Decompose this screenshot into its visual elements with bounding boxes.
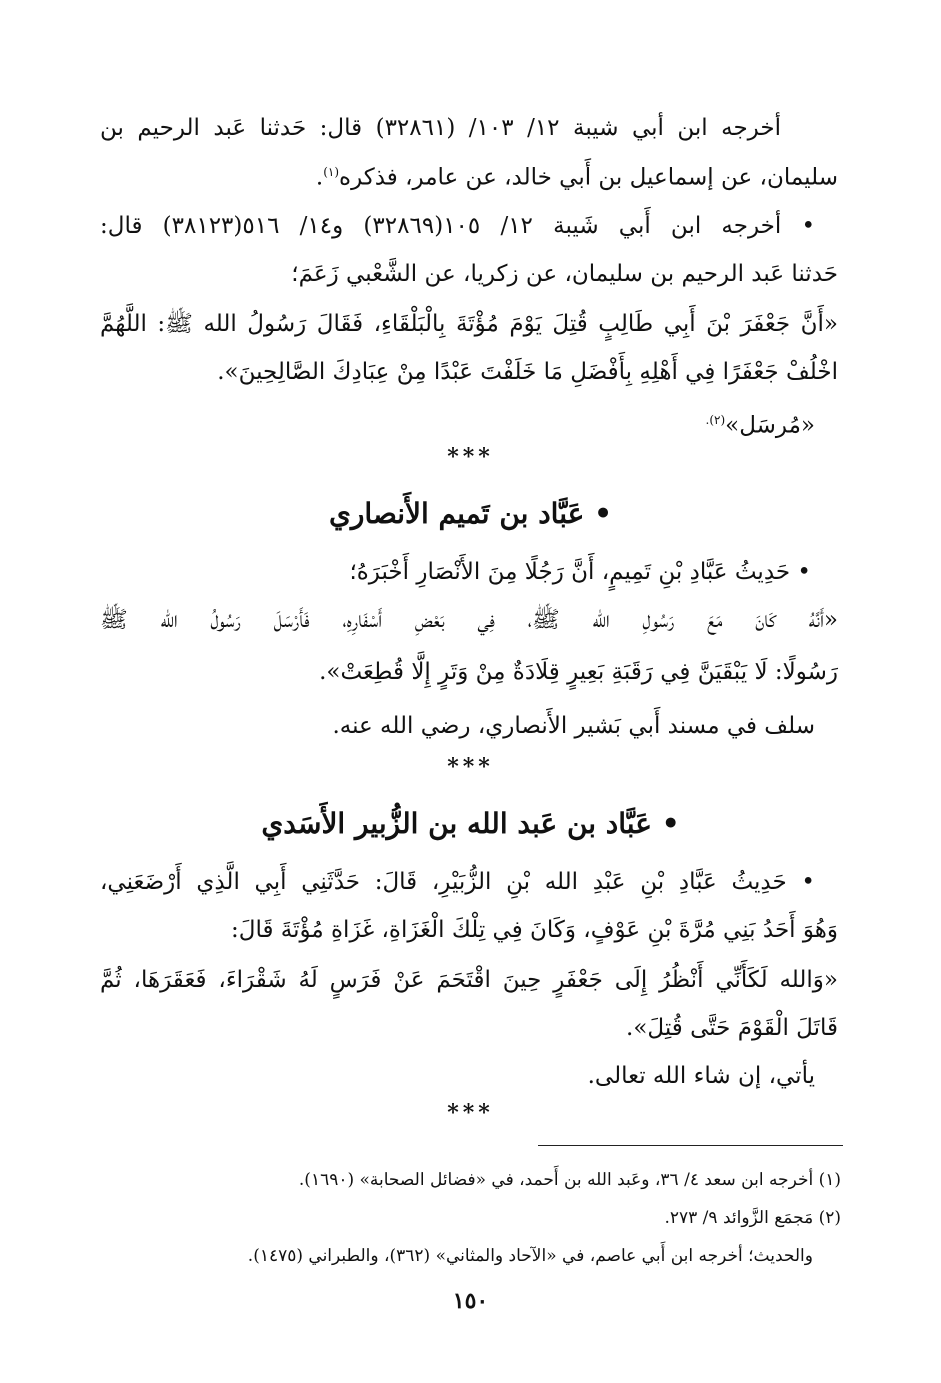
hadith-text-line: «أَنَّ جَعْفَرَ بْنَ أَبِي طَالِبٍ قُتِلَ يَوْمَ مُؤْتَةَ بِالْبَلْقَاءِ، فَقَالَ رَسُولُ الله ﷺ: اللَّهُمَّ bbox=[100, 311, 838, 337]
text-line: سلف في مسند أَبي بَشير الأَنصاري، رضي الله عنه. bbox=[332, 713, 815, 739]
footnote-divider bbox=[538, 1145, 843, 1146]
text-fragment: سليمان، عن إسماعيل بن أَبي خالد، عن عامر، فذكره bbox=[339, 164, 838, 191]
footnote: (٢) مَجمَع الزَّوائد ٩/ ٢٧٣. bbox=[664, 1208, 841, 1228]
section-heading: • عَبَّاد بن عَبد الله بن الزُّبير الأَسَدي bbox=[261, 807, 680, 840]
grading-label: «مُرسَل» bbox=[725, 412, 815, 439]
section-separator: *** bbox=[447, 444, 494, 470]
section-separator: *** bbox=[447, 754, 494, 780]
hadith-text-line: اخْلُفْ جَعْفَرًا فِي أَهْلِهِ بِأَفْضَلِ مَا خَلَفْتَ عَبْدًا مِنْ عِبَادِكَ الصَّالِحِينَ». bbox=[217, 359, 838, 385]
grading-line bbox=[706, 400, 815, 446]
text-line: يأتي، إن شاء الله تعالى. bbox=[587, 1063, 815, 1089]
hadith-text-line: قَاتَلَ الْقَوْمَ حَتَّى قُتِلَ». bbox=[626, 1015, 838, 1041]
text-line: وَهُوَ أَحَدُ بَنِي مُرَّةَ بْنِ عَوْفٍ، وَكَانَ فِي تِلْكَ الْغَزَاةِ، غَزَاةِ مُؤْتَةَ قَالَ: bbox=[230, 917, 838, 943]
text-line: سليمان، عن إسماعيل بن أَبي خالد، عن عامر، فذكره$^{(١)}$. bbox=[315, 164, 838, 191]
hadith-text-line: رَسُولًا: لَا يَبْقَيَنَّ فِي رَقَبَةِ بَعِيرٍ قِلَادَةٌ مِنْ وَتَرٍ إِلَّا قُطِعَتْ». bbox=[319, 659, 838, 685]
footnote: والحديث؛ أخرجه ابن أَبي عاصم، في «الآحاد والمثاني» (٣٦٢)، والطبراني (١٤٧٥). bbox=[247, 1246, 813, 1266]
text-line: أخرجه ابن أبي شيبة ١٢/ ١٠٣/ (٣٢٨٦١) قال: حَدثنا عَبد الرحيم بن bbox=[100, 115, 781, 141]
text-line: حَدثنا عَبد الرحيم بن سليمان، عن زكريا، عن الشَّعْبي زَعَمَ؛ bbox=[291, 261, 838, 287]
footnote-ref: (١) bbox=[323, 165, 340, 179]
footnote-ref: (٢). bbox=[705, 413, 726, 427]
hadith-text-line: «أَنَّهُ كَانَ مَعَ رَسُولِ الله ﷺ، فِي بَعْضِ أَسْفَارِهِ، فَأَرْسَلَ رَسُولُ الله ﷺ bbox=[100, 607, 838, 633]
hadith-text-line: «وَالله لَكَأَنِّي أَنْظُرُ إِلَى جَعْفَرٍ حِينَ اقْتَحَمَ عَنْ فَرَسٍ لَهُ شَقْرَاءَ، فَعَقَرَهَا، ثُمَّ bbox=[100, 967, 838, 993]
footnote: (١) أخرجه ابن سعد ٤/ ٣٦، وعَبد الله بن أَحمد، في «فضائل الصحابة» (١٦٩٠). bbox=[298, 1170, 841, 1190]
text-line: • أخرجه ابن أَبي شَيبة ١٢/ ١٠٥(٣٢٨٦٩) و١٤/ ٥١٦(٣٨١٢٣) قال: bbox=[100, 213, 816, 239]
text-line: • حَدِيثُ عَبَّادِ بْنِ عَبْدِ الله بْنِ الزُّبَيْرِ، قَالَ: حَدَّثَنِي أَبِي الَّذِي أَرْضَعَنِي، bbox=[100, 869, 815, 895]
page-number: ١٥٠ bbox=[452, 1288, 489, 1314]
section-heading: • عَبَّاد بن تَميم الأَنصاري bbox=[328, 497, 612, 530]
section-separator: *** bbox=[447, 1100, 494, 1126]
text-line: • حَدِيثُ عَبَّادِ بْنِ تَمِيمٍ، أَنَّ رَجُلًا مِنَ الأَنْصَارِ أَخْبَرَهُ؛ bbox=[349, 559, 811, 585]
